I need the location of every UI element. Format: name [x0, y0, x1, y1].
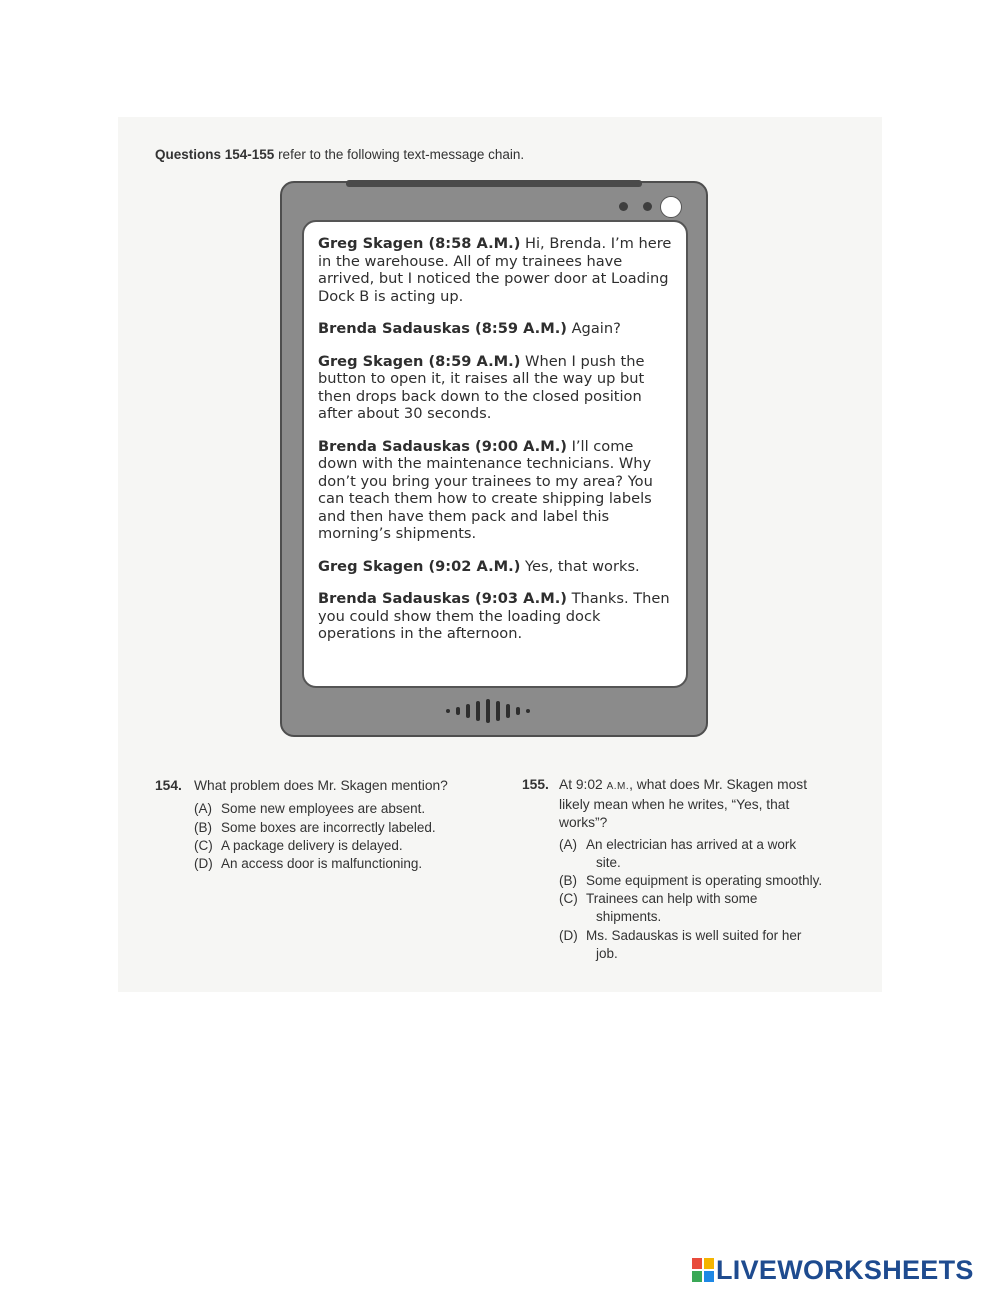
message-sender: Greg Skagen (9:02 A.M.) — [318, 557, 521, 575]
intro-rest: refer to the following text-message chain. — [274, 147, 525, 162]
option-letter: (A) — [559, 837, 577, 852]
answer-option[interactable] — [194, 819, 494, 837]
phone-camera-lens — [660, 196, 682, 218]
message-item — [318, 438, 672, 543]
question-stem: What problem does Mr. Skagen mention? — [194, 778, 448, 793]
intro-bold: Questions 154-155 — [155, 147, 275, 162]
option-text — [586, 872, 822, 890]
phone-illustration — [280, 181, 708, 737]
message-item — [318, 320, 672, 338]
option-letter: (B) — [559, 873, 577, 888]
logo-text: LIVEWORKSHEETS — [716, 1255, 974, 1285]
option-text: A package delivery is delayed. — [221, 838, 403, 853]
answer-option[interactable] — [194, 837, 494, 855]
option-text — [586, 890, 757, 926]
option-line: Ms. Sadauskas is well suited for her — [586, 928, 802, 943]
answer-option[interactable] — [194, 855, 494, 873]
answer-option[interactable] — [559, 890, 859, 926]
option-line: shipments. — [596, 909, 662, 924]
question-number: 154. — [155, 778, 182, 793]
question-155 — [522, 776, 862, 830]
intro-line — [155, 147, 524, 162]
question-number: 155. — [522, 777, 549, 792]
option-letter: (B) — [194, 820, 212, 835]
option-text — [586, 927, 801, 963]
option-text: Some new employees are absent. — [221, 801, 426, 816]
logo-icon — [692, 1258, 714, 1282]
stem-part: At 9:02 — [559, 777, 607, 792]
phone-camera-dot — [619, 202, 628, 211]
question-154 — [155, 777, 495, 795]
message-item — [318, 558, 672, 576]
option-text: An access door is malfunctioning. — [221, 856, 423, 871]
option-text: Some boxes are incorrectly labeled. — [221, 820, 436, 835]
message-text: I’ll come down with the maintenance technicians. Why don’t you bring your trainees to my area? You can teach them how to create shipping labels and then have them pack and label this morning’s shipments. — [318, 437, 653, 542]
speaker-grille-icon — [442, 698, 546, 724]
option-line: Trainees can help with some — [586, 891, 758, 906]
message-sender: Brenda Sadauskas (9:03 A.M.) — [318, 590, 567, 607]
message-sender: Greg Skagen (8:58 A.M.) — [318, 235, 521, 252]
message-sender: Brenda Sadauskas (8:59 A.M.) — [318, 320, 567, 337]
message-item — [318, 235, 672, 305]
stem-line: works”? — [559, 815, 608, 830]
message-sender: Brenda Sadauskas (9:00 A.M.) — [318, 437, 567, 455]
option-letter: (D) — [194, 856, 213, 871]
answer-option[interactable] — [194, 800, 494, 818]
stem-part: , what does Mr. Skagen most — [629, 777, 808, 792]
option-line: Some equipment is operating smoothly. — [586, 873, 823, 888]
option-text — [586, 836, 796, 872]
phone-top-bar — [346, 180, 642, 187]
message-text: Again? — [566, 320, 621, 337]
message-item — [318, 590, 672, 643]
answer-option[interactable] — [559, 927, 859, 963]
option-letter: (A) — [194, 801, 212, 816]
option-line: site. — [596, 855, 621, 870]
message-text: Thanks. Then you could show them the loading dock operations in the afternoon. — [318, 590, 670, 642]
stem-line: likely mean when he writes, “Yes, that — [559, 797, 790, 812]
answer-option[interactable] — [559, 872, 859, 890]
message-text: When I push the button to open it, it raises all the way up but then drops back down to the closed position after about 30 seconds. — [318, 352, 645, 422]
message-text: Yes, that works. — [520, 557, 640, 575]
option-line: An electrician has arrived at a work — [586, 837, 797, 852]
answer-option[interactable] — [559, 836, 859, 872]
option-letter: (D) — [559, 928, 578, 943]
message-text: Hi, Brenda. I’m here in the warehouse. All of my trainees have arrived, but I noticed the power door at Loading Dock B is acting up. — [318, 235, 672, 305]
question-stem — [559, 776, 859, 832]
message-screen — [302, 220, 688, 688]
option-letter: (C) — [194, 838, 213, 853]
option-line: job. — [596, 946, 618, 961]
message-item — [318, 353, 672, 423]
phone-sensor-dot — [643, 202, 652, 211]
option-letter: (C) — [559, 891, 578, 906]
liveworksheets-logo[interactable] — [692, 1256, 992, 1286]
message-sender: Greg Skagen (8:59 A.M.) — [318, 352, 521, 370]
stem-smallcaps: A.M. — [606, 781, 630, 792]
